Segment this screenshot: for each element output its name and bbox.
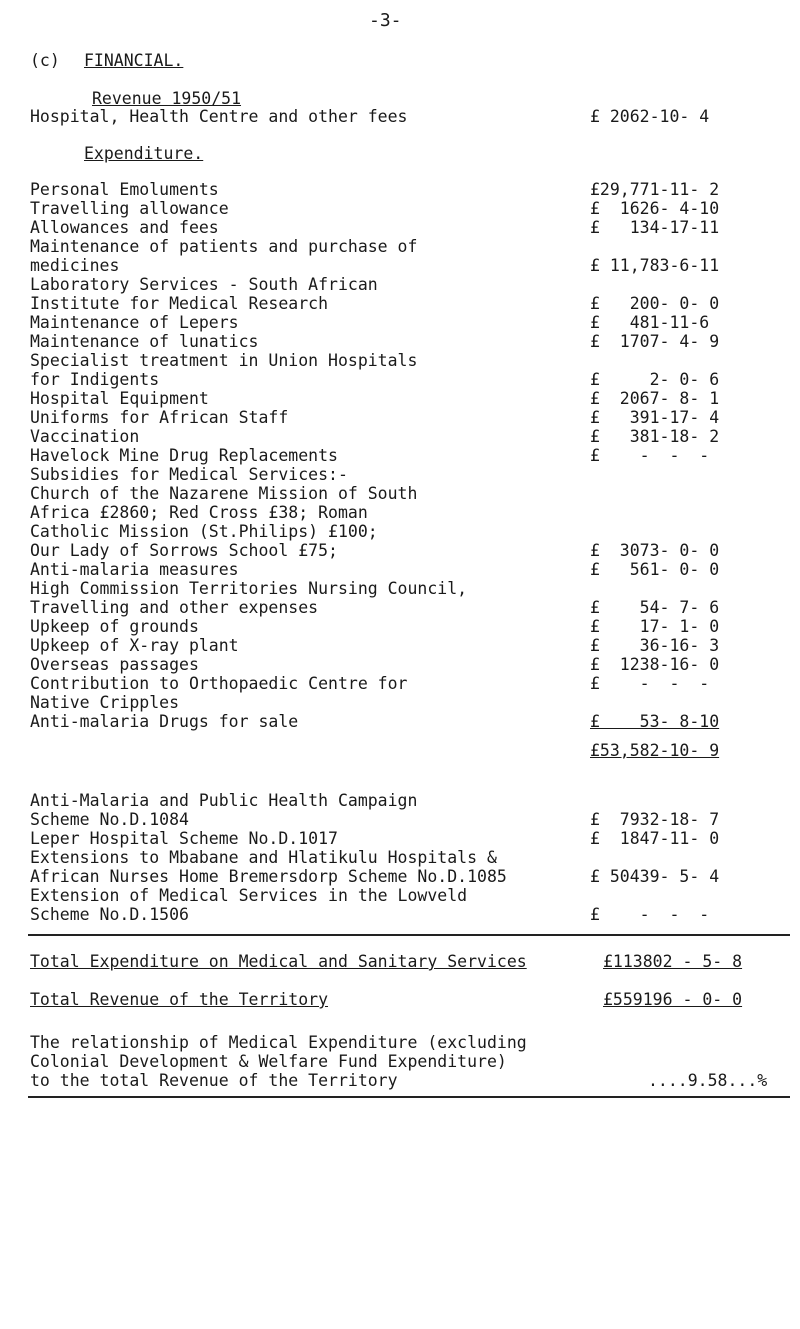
expenditure-amount: £ 1238-16- 0	[590, 655, 720, 674]
revenue-label: Hospital, Health Centre and other fees	[30, 107, 408, 126]
scheme-amount: £ 1847-11- 0	[590, 829, 720, 848]
expenditure-line: Native Cripples	[30, 693, 180, 712]
relationship-line: Colonial Development & Welfare Fund Expenditure)	[30, 1052, 507, 1071]
expenditure-amount: £ 1626- 4-10	[590, 199, 720, 218]
scheme-line: African Nurses Home Bremersdorp Scheme No.D.1085	[30, 867, 507, 886]
expenditure-line: Overseas passages	[30, 655, 199, 674]
expenditure-amount: £ 381-18- 2	[590, 427, 720, 446]
expenditure-line: Maintenance of patients and purchase of	[30, 237, 418, 256]
scheme-line: Anti-Malaria and Public Health Campaign	[30, 791, 418, 810]
expenditure-amount: £ 2067- 8- 1	[590, 389, 720, 408]
expenditure-line: Hospital Equipment	[30, 389, 209, 408]
expenditure-line: Travelling allowance	[30, 199, 229, 218]
expenditure-line: Contribution to Orthopaedic Centre for	[30, 674, 408, 693]
page-number: -3-	[369, 10, 402, 31]
expenditure-amount: £ 3073- 0- 0	[590, 541, 720, 560]
expenditure-line: Travelling and other expenses	[30, 598, 319, 617]
relationship-value: ....9.58...%	[648, 1071, 768, 1090]
scheme-line: Scheme No.D.1084	[30, 810, 189, 829]
expenditure-line: Subsidies for Medical Services:-	[30, 465, 348, 484]
expenditure-amount: £29,771-11- 2	[590, 180, 720, 199]
expenditure-line: Laboratory Services - South African	[30, 275, 378, 294]
scheme-line: Scheme No.D.1506	[30, 905, 189, 924]
expenditure-line: Vaccination	[30, 427, 140, 446]
scheme-amount: £ - - -	[590, 905, 710, 924]
total-expenditure-label: Total Expenditure on Medical and Sanitary Services	[30, 952, 527, 971]
scheme-line: Extension of Medical Services in the Lowveld	[30, 886, 468, 905]
section-label: (c)	[30, 51, 60, 70]
total-revenue-label: Total Revenue of the Territory	[30, 990, 329, 1009]
expenditure-line: Anti-malaria measures	[30, 560, 239, 579]
expenditure-amount: £ 481-11-6	[590, 313, 710, 332]
scheme-line: Leper Hospital Scheme No.D.1017	[30, 829, 338, 848]
revenue-amount: £ 2062-10- 4	[590, 107, 710, 126]
expenditure-line: Our Lady of Sorrows School £75;	[30, 541, 338, 560]
expenditure-line: for Indigents	[30, 370, 160, 389]
expenditure-amount: £ 391-17- 4	[590, 408, 720, 427]
section-title: FINANCIAL.	[84, 51, 184, 70]
scheme-amount: £ 50439- 5- 4	[590, 867, 720, 886]
expenditure-line: Institute for Medical Research	[30, 294, 329, 313]
expenditure-amount: £ 53- 8-10	[590, 712, 720, 731]
relationship-line: to the total Revenue of the Territory	[30, 1071, 398, 1090]
expenditure-amount: £ 561- 0- 0	[590, 560, 720, 579]
expenditure-line: High Commission Territories Nursing Council,	[30, 579, 468, 598]
expenditure-line: Upkeep of grounds	[30, 617, 199, 636]
scheme-amount: £ 7932-18- 7	[590, 810, 720, 829]
expenditure-line: Church of the Nazarene Mission of South	[30, 484, 418, 503]
expenditure-line: Upkeep of X-ray plant	[30, 636, 239, 655]
expenditure-line: Personal Emoluments	[30, 180, 219, 199]
expenditure-line: Africa £2860; Red Cross £38; Roman	[30, 503, 368, 522]
expenditure-amount: £ 134-17-11	[590, 218, 720, 237]
expenditure-amount: £ 17- 1- 0	[590, 617, 720, 636]
expenditure-line: Maintenance of lunatics	[30, 332, 259, 351]
expenditure-line: Catholic Mission (St.Philips) £100;	[30, 522, 378, 541]
expenditure-heading: Expenditure.	[84, 144, 204, 163]
divider	[28, 934, 790, 936]
expenditure-line: Allowances and fees	[30, 218, 219, 237]
expenditure-line: Uniforms for African Staff	[30, 408, 289, 427]
total-expenditure-amount: £113802 - 5- 8	[603, 952, 743, 971]
expenditure-amount: £ 2- 0- 6	[590, 370, 720, 389]
expenditure-amount: £ 54- 7- 6	[590, 598, 720, 617]
expenditure-amount: £ 1707- 4- 9	[590, 332, 720, 351]
bottom-divider	[28, 1096, 790, 1098]
expenditure-amount: £ - - -	[590, 674, 710, 693]
expenditure-line: Maintenance of Lepers	[30, 313, 239, 332]
expenditure-line: medicines	[30, 256, 120, 275]
relationship-line: The relationship of Medical Expenditure (excluding	[30, 1033, 527, 1052]
expenditure-amount: £ 11,783-6-11	[590, 256, 720, 275]
expenditure-line: Havelock Mine Drug Replacements	[30, 446, 338, 465]
expenditure-total: £53,582-10- 9	[590, 741, 720, 760]
expenditure-line: Anti-malaria Drugs for sale	[30, 712, 299, 731]
expenditure-line: Specialist treatment in Union Hospitals	[30, 351, 418, 370]
revenue-heading: Revenue 1950/51	[92, 89, 242, 108]
scheme-line: Extensions to Mbabane and Hlatikulu Hospitals &	[30, 848, 497, 867]
total-revenue-amount: £559196 - 0- 0	[603, 990, 743, 1009]
expenditure-amount: £ 200- 0- 0	[590, 294, 720, 313]
expenditure-amount: £ - - -	[590, 446, 710, 465]
expenditure-amount: £ 36-16- 3	[590, 636, 720, 655]
